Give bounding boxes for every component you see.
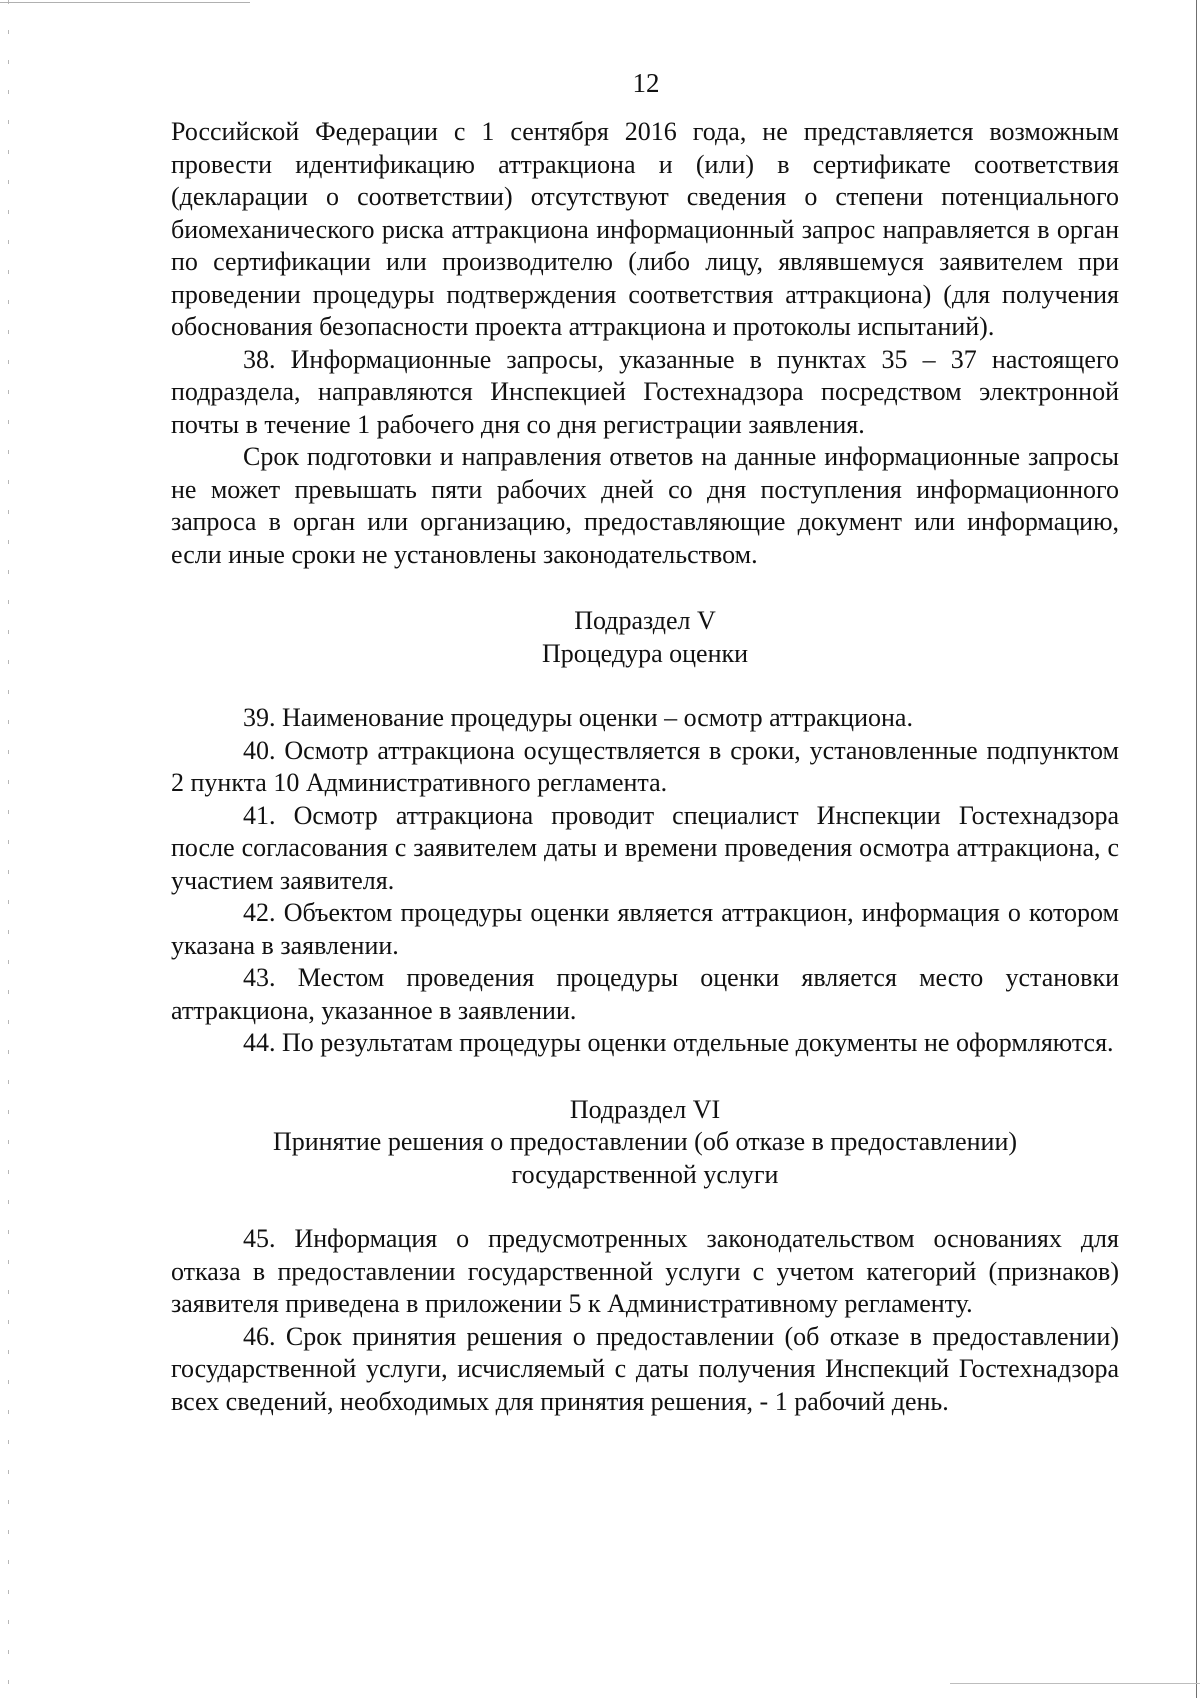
paragraph-44: 44. По результатам процедуры оценки отдельные документы не оформляются. bbox=[243, 1028, 1114, 1057]
section-v-title: Процедура оценки bbox=[541, 638, 749, 668]
paragraph-39: 39. Наименование процедуры оценки – осмотр аттракциона. bbox=[243, 703, 913, 732]
paragraph-42: 42. Объектом процедуры оценки является аттракцион, информация о котором указана в заявлении. bbox=[171, 898, 1119, 960]
section-vi-title-line-1: Принятие решения о предоставлении (об отказе в предоставлении) bbox=[272, 1127, 1018, 1156]
paragraph-40: 40. Осмотр аттракциона осуществляется в сроки, установленные подпунктом 2 пункта 10 Административного регламента. bbox=[171, 735, 1119, 797]
paragraph-41: 41. Осмотр аттракциона проводит специалист Инспекции Гостехнадзора после согласования с заявителем даты и времени проведения осмотра аттракциона, с участием заявителя. bbox=[171, 800, 1119, 895]
paragraph-continuation: Российской Федерации с 1 сентября 2016 года, не представляется возможным провести идентификацию аттракциона и (или) в сертификате соответствия (декларации о соответствии) отсутствуют сведения о степени потенциального биомеханического риска аттракциона информационный запрос направляется в орган по сертификации или производителю (либо лицу, являвшемуся заявителем при проведении процедуры подтверждения соответствия аттракциона) (для получения обоснования безопасности проекта аттракциона и протоколы испытаний). bbox=[171, 117, 1119, 341]
scan-edge-top bbox=[0, 2, 250, 3]
spacer bbox=[171, 571, 1119, 605]
scan-edge-right bbox=[1196, 0, 1197, 1698]
scan-edge-left bbox=[8, 0, 9, 1698]
spacer bbox=[171, 1060, 1119, 1094]
paragraph-43: 43. Местом проведения процедуры оценки является место установки аттракциона, указанное в заявлении. bbox=[171, 963, 1119, 1025]
section-vi-label: Подраздел VI bbox=[569, 1094, 721, 1124]
paragraph-45: 45. Информация о предусмотренных законодательством основаниях для отказа в предоставлении государственной услуги с учетом категорий (признаков) заявителя приведена в приложении 5 к Административному регламенту. bbox=[171, 1224, 1119, 1318]
spacer bbox=[171, 1191, 1119, 1223]
paragraph-38-deadline: Срок подготовки и направления ответов на данные информационные запросы не может превышать пяти рабочих дней со дня поступления информационного запроса в орган или организацию, предоставляющие документ или информацию, если иные сроки не установлены законодательством. bbox=[171, 442, 1119, 569]
page-number: 12 bbox=[632, 68, 660, 98]
paragraph-46: 46. Срок принятия решения о предоставлении (об отказе в предоставлении) государственной услуги, исчисляемый с даты получения Инспекций Гостехнадзора всех сведений, необходимых для принятия решения, - 1 рабочий день. bbox=[171, 1321, 1119, 1416]
document-body bbox=[171, 116, 1119, 1418]
paragraph-38: 38. Информационные запросы, указанные в пунктах 35 – 37 настоящего подраздела, направляются Инспекцией Гостехнадзора посредством электронной почты в течение 1 рабочего дня со дня регистрации заявления. bbox=[171, 344, 1119, 439]
scan-edge-bottom bbox=[950, 1683, 1200, 1684]
spacer bbox=[171, 670, 1119, 702]
section-v-label: Подраздел V bbox=[574, 606, 716, 635]
section-vi-title-line-2: государственной услуги bbox=[511, 1159, 779, 1189]
